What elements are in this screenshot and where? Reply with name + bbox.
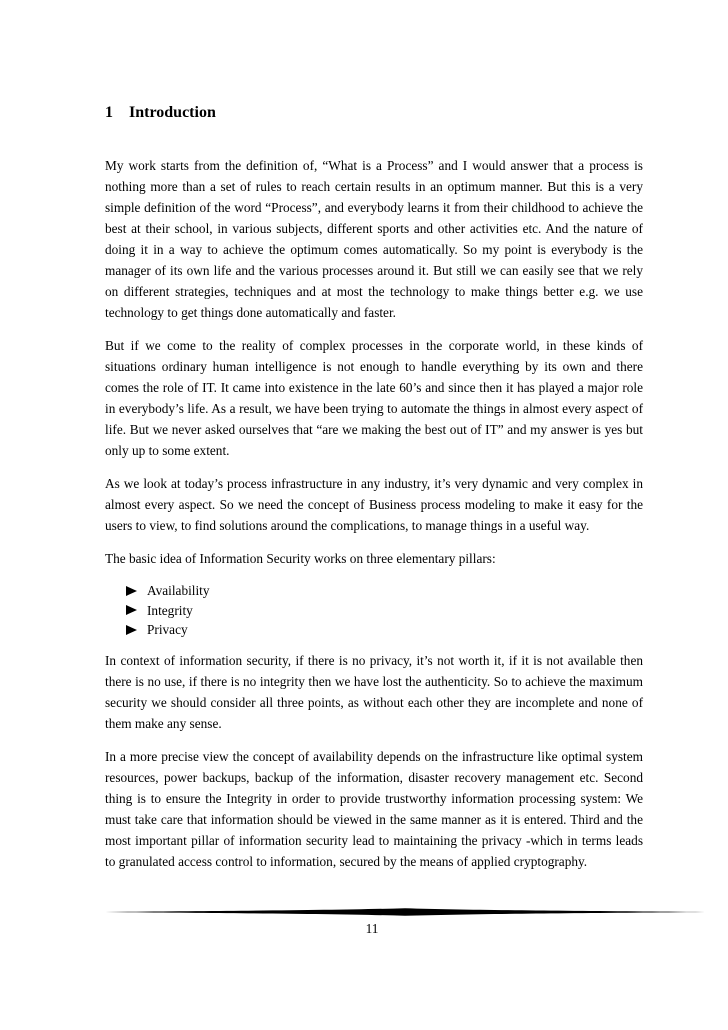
- page-number: [0, 921, 728, 937]
- arrowhead-bullet-icon: [126, 625, 137, 635]
- paragraph-process-infrastructure: As we look at today’s process infrastructure in any industry, it’s very dynamic and very complex in almost every aspect. So we need the concept of Business process modeling to make it easy for the users to view, to find solutions around the complications, to manage things in a useful way.: [105, 476, 643, 533]
- pillars-list: [105, 581, 643, 640]
- page-number-text: 11: [365, 921, 379, 936]
- section-heading: [105, 103, 216, 123]
- footer-divider: [105, 907, 705, 917]
- paragraph-security-pillars-intro: The basic idea of Information Security works on three elementary pillars:: [105, 551, 496, 566]
- section-number: 1: [105, 104, 113, 121]
- list-item-label: Integrity: [147, 602, 193, 618]
- paragraph-corporate-it: But if we come to the reality of complex processes in the corporate world, in these kinds of situations ordinary human intelligence is not enough to handle everything by its own and there comes the role of IT. It came into existence in the late 60’s and since then it has played a major role in everybody’s life. As a result, we have been trying to automate the things in almost every aspect of life. But we never asked ourselves that “are we making the best out of IT” and my answer is yes but only up to some extent.: [105, 338, 643, 458]
- list-item-label: Availability: [147, 583, 210, 598]
- list-item: [126, 581, 643, 601]
- paragraph-process-definition: My work starts from the definition of, “What is a Process” and I would answer that a process is nothing more than a set of rules to reach certain results in an optimum manner. But this is a very simple definition of the word “Process”, and everybody learns it from their childhood to achieve the best at their school, in various subjects, different sports and other activities etc. And the nature of doing it in a way to achieve the optimum comes automatically. So my point is everybody is the manager of its own life and the various processes around it. But still we can easily see that we rely on different strategies, techniques and at most the technology to make things better e.g. we use technology to get things done automatically and faster.: [105, 158, 643, 320]
- paragraph-security-context: In context of information security, if there is no privacy, it’s not worth it, if it is not available then there is no use, if there is no integrity then we have lost the authenticity. So to achieve the maximum security we should consider all three points, as without each other they are incomplete and none of them make any sense.: [105, 652, 643, 731]
- list-item: [126, 620, 643, 640]
- list-item-label: Privacy: [147, 622, 188, 637]
- section-title: Introduction: [129, 104, 216, 121]
- arrowhead-bullet-icon: [126, 586, 137, 596]
- arrowhead-bullet-icon: [126, 605, 137, 615]
- body-text: [105, 155, 643, 884]
- list-item: [126, 601, 643, 621]
- paragraph-availability-integrity-privacy: In a more precise view the concept of availability depends on the infrastructure like optimal system resources, power backups, backup of the information, disaster recovery management etc. Second thing is to ensure the Integrity in order to provide trustworthy information processing system: We must take care that information should be viewed in the same manner as it is entered. Third and the most important pillar of information security lead to maintaining the privacy -which in terms leads to granulated access control to information, secured by the means of applied cryptography.: [105, 748, 643, 869]
